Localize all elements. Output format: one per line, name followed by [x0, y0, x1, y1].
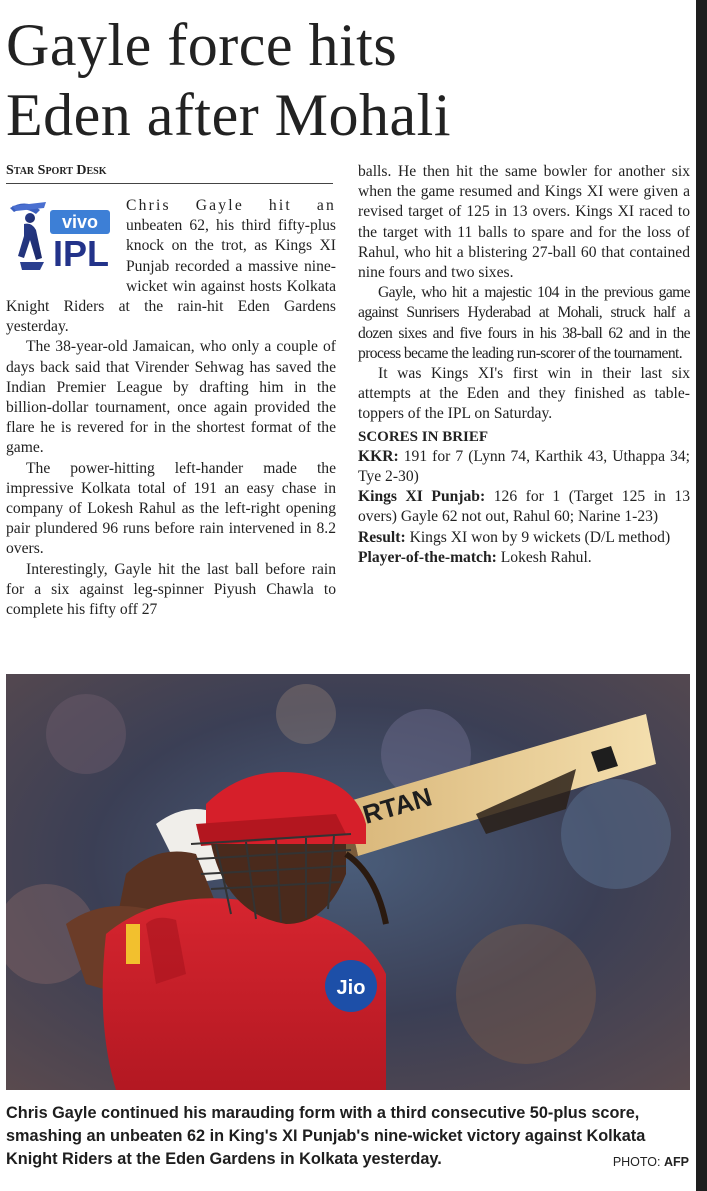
score-result-label: Result:: [358, 528, 406, 546]
score-result-text: Kings XI won by 9 wickets (D/L method): [409, 528, 671, 546]
score-kkr: [358, 447, 690, 487]
score-kxip-text: 126 for 1 (Target 125 in 13 overs) Gayle 62 not out, Rahul 60; Narine 1-23): [358, 488, 691, 526]
headline-line-2: Eden after Mohali: [6, 82, 451, 148]
ipl-logo-text: IPL: [52, 233, 109, 274]
score-kkr-text: 191 for 7 (Lynn 74, Karthik 43, Uthappa 34; Tye 2-30): [358, 447, 690, 486]
page-edge-rule: [696, 0, 707, 1191]
photo-credit-label: PHOTO:: [612, 1155, 661, 1169]
gayle-batting-photo: [6, 674, 690, 1090]
article-column-2: [358, 162, 690, 568]
paragraph-5: balls. He then hit the same bowler for another six when the game resumed and Kings XI were given a revised target of 125 in 13 overs. Kings XI raced to the target with 11 balls to spare and for the loss of Rahul, who hit a blistering 27-ball 60 that contained nine fours and two sixes.: [358, 163, 690, 282]
score-kkr-label: KKR:: [358, 447, 399, 465]
score-potm: [358, 548, 690, 568]
score-result: [358, 528, 690, 548]
photo-caption: Chris Gayle continued his marauding form with a third consecutive 50-plus score, smashing an unbeaten 62 in King's XI Punjab's nine-wicket victory against Kolkata Knight Riders at the Eden Gardens in Kolkata yesterday.: [6, 1104, 646, 1168]
byline: Star Sport Desk: [6, 163, 333, 184]
score-kxip: [358, 487, 690, 527]
jio-logo-text: Jio: [336, 977, 366, 999]
score-potm-text: Lokesh Rahul.: [500, 548, 592, 566]
scores-heading: SCORES IN BRIEF: [358, 428, 489, 445]
ipl-logo: [6, 200, 118, 276]
paragraph-6: Gayle, who hit a majestic 104 in the previous game against Sunrisers Hyderabad at Mohali, struck half a dozen sixes and five fours in his 38-ball 62 and in the process became the leading run-scorer of the tournament.: [358, 284, 690, 362]
headline-line-1: Gayle force hits: [6, 12, 398, 78]
bat-brand-text: RTAN: [359, 781, 436, 830]
match-photo: [6, 674, 690, 1090]
headline: [6, 10, 696, 150]
paragraph-3: The power-hitting left-hander made the impressive Kolkata total of 191 an easy chase in company of Lokesh Rahul as the left-right opening pair plundered 96 runs before rain intervened in 8.2 overs.: [6, 459, 336, 558]
score-potm-label: Player-of-the-match:: [358, 548, 497, 566]
paragraph-1-rest: unbeaten 62, his third fifty-plus knock on the trot, as Kings XI Punjab recorded a massive nine-wicket win against hosts Kolkata Knight Riders at the rain-hit Eden Gardens yesterday.: [6, 217, 336, 336]
paragraph-2: The 38-year-old Jamaican, who only a couple of days back said that Virender Sehwag has saved the Indian Premier League by drafting him in the billion-dollar tournament, once again provided the flare he is revered for in the shortest format of the game.: [6, 338, 336, 457]
photo-credit-source: AFP: [664, 1155, 689, 1169]
paragraph-7: It was Kings XI's first win in their last six attempts at the Eden and they finished as table-toppers of the IPL on Saturday.: [358, 365, 690, 423]
vivo-logo-text: vivo: [61, 212, 99, 232]
article-column-1: [6, 196, 336, 620]
paragraph-1-lead: Chris Gayle hit an: [126, 197, 336, 214]
score-kxip-label: Kings XI Punjab:: [358, 488, 486, 506]
photo-credit: [613, 1155, 689, 1169]
paragraph-4: Interestingly, Gayle hit the last ball before rain for a six against leg-spinner Piyush Chawla to complete his fifty off 27: [6, 560, 336, 619]
